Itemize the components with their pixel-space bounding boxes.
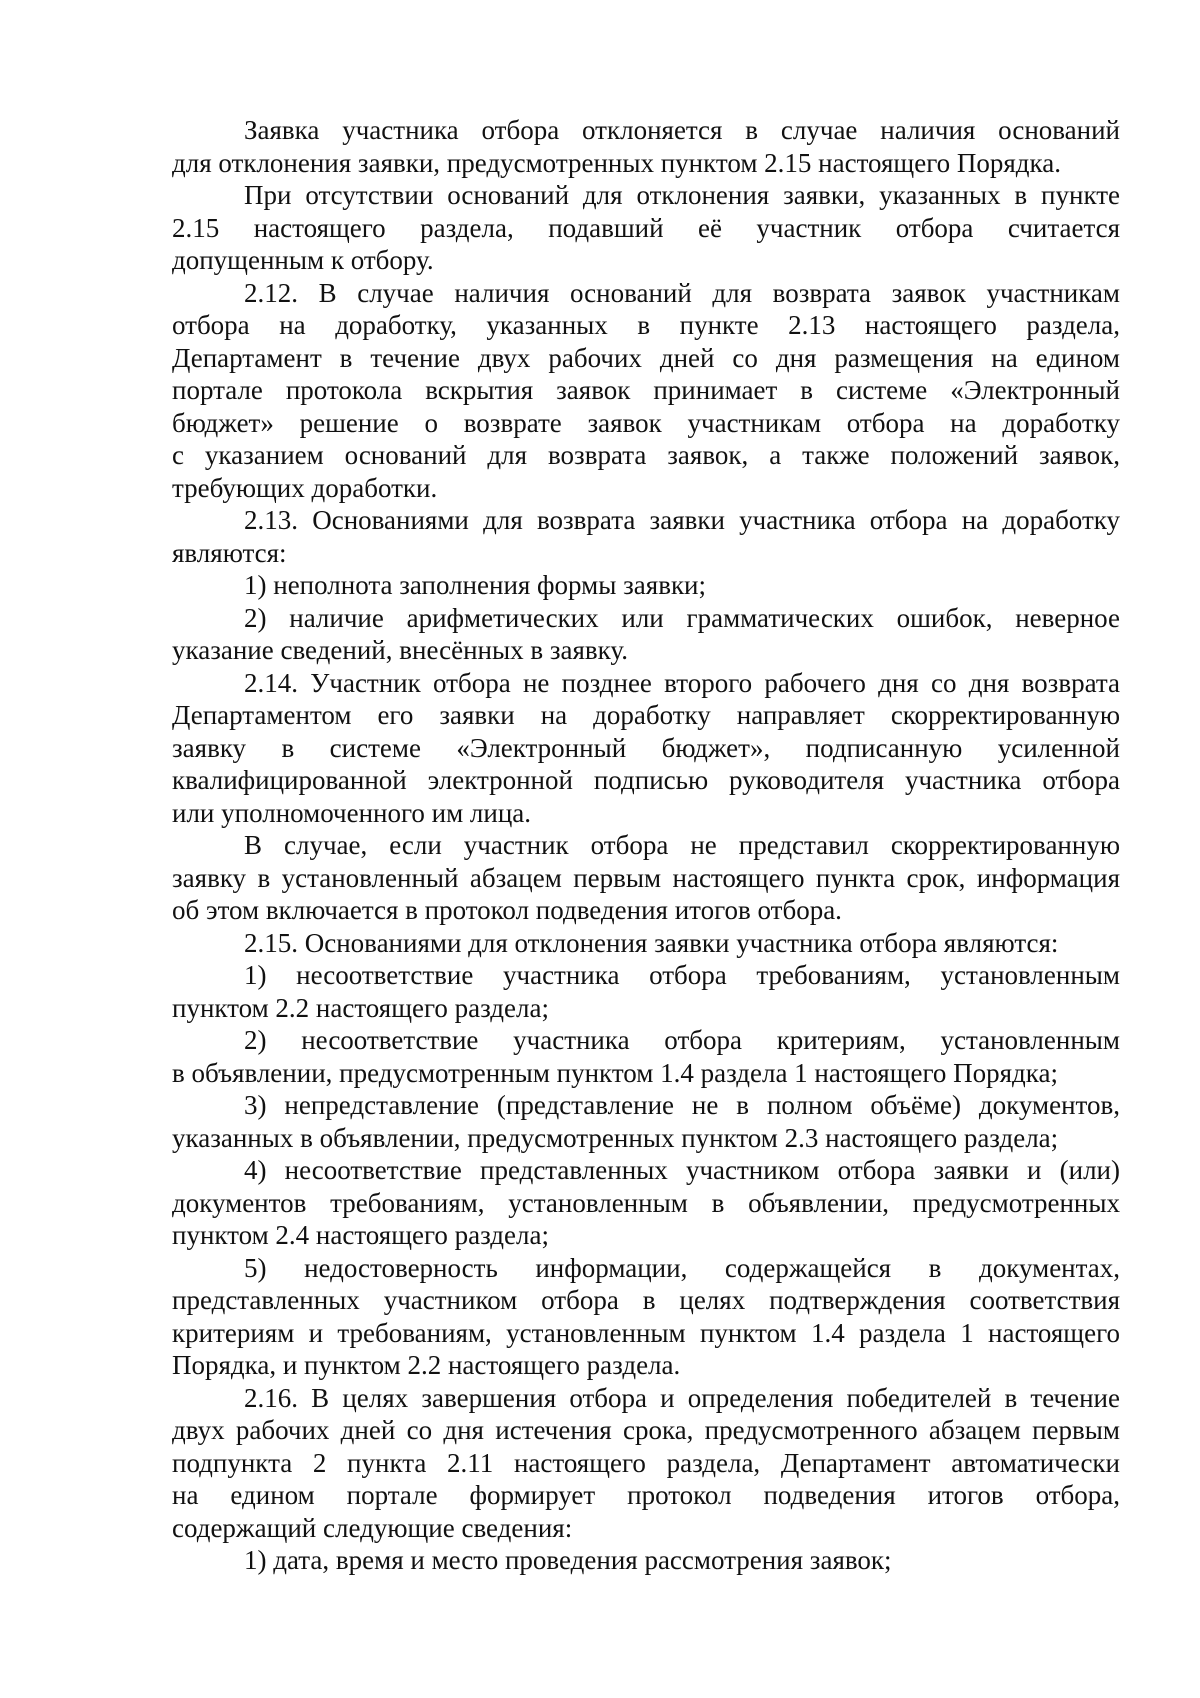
text-line: заявку в системе «Электронный бюджет», подписанную усиленной (172, 732, 1120, 763)
text-line: портале протокола вскрытия заявок принимает в системе «Электронный (172, 375, 1120, 405)
text-line: В случае, если участник отбора не представил скорректированную (244, 830, 1120, 860)
text-line: 2.15. Основаниями для отклонения заявки участника отбора являются: (244, 927, 1059, 958)
paragraph (172, 602, 1120, 667)
text-line: указание сведений, внесённых в заявку. (172, 635, 628, 665)
text-line: документов требованиям, установленным в объявлении, предусмотренных (172, 1187, 1120, 1218)
text-line: 5) недостоверность информации, содержащейся в документах, (244, 1252, 1120, 1283)
text-line: или уполномоченного им лица. (172, 797, 532, 828)
text-line: двух рабочих дней со дня истечения срока, предусмотренного абзацем первым (172, 1415, 1120, 1445)
text-line: 2.14. Участник отбора не позднее второго рабочего дня со дня возврата (244, 667, 1120, 698)
text-line: подпункта 2 пункта 2.11 настоящего раздела, Департамент автоматически (172, 1447, 1120, 1478)
paragraph (172, 1089, 1120, 1154)
text-line: 2) несоответствие участника отбора критериям, установленным (244, 1025, 1120, 1055)
text-line: Департаментом его заявки на доработку направляет скорректированную (172, 700, 1120, 730)
text-line: бюджет» решение о возврате заявок участникам отбора на доработку (172, 407, 1120, 438)
text-line: 1) несоответствие участника отбора требованиям, установленным (244, 960, 1120, 990)
text-line: требующих доработки. (172, 472, 438, 503)
text-line: квалифицированной электронной подписью руководителя участника отбора (172, 765, 1120, 795)
text-line: допущенным к отбору. (172, 245, 434, 275)
paragraph (172, 1252, 1120, 1382)
text-line: 2) наличие арифметических или грамматических ошибок, неверное (244, 602, 1120, 633)
text-line: об этом включается в протокол подведения итогов отбора. (172, 895, 842, 925)
paragraph (172, 569, 1120, 602)
text-line: Заявка участника отбора отклоняется в случае наличия оснований (244, 115, 1120, 145)
text-line: 2.15 настоящего раздела, подавший её участник отбора считается (172, 212, 1120, 243)
text-line: 1) дата, время и место проведения рассмотрения заявок; (244, 1545, 892, 1575)
paragraph (172, 179, 1120, 277)
text-line: с указанием оснований для возврата заявок, а также положений заявок, (172, 440, 1120, 470)
paragraph (172, 114, 1120, 179)
text-line: для отклонения заявки, предусмотренных пунктом 2.15 настоящего Порядка. (172, 147, 1061, 178)
paragraph (172, 1154, 1120, 1252)
text-line: на едином портале формирует протокол подведения итогов отбора, (172, 1480, 1120, 1510)
text-line: 2.12. В случае наличия оснований для возврата заявок участникам (244, 277, 1120, 308)
text-line: содержащий следующие сведения: (172, 1512, 573, 1543)
text-line: 2.13. Основаниями для возврата заявки участника отбора на доработку (244, 505, 1120, 535)
text-line: пунктом 2.4 настоящего раздела; (172, 1220, 549, 1250)
text-line: При отсутствии оснований для отклонения заявки, указанных в пункте (244, 180, 1120, 210)
text-line: 2.16. В целях завершения отбора и определения победителей в течение (244, 1382, 1120, 1413)
text-line: указанных в объявлении, предусмотренных пунктом 2.3 настоящего раздела; (172, 1122, 1059, 1153)
paragraph (172, 927, 1120, 960)
text-line: Порядка, и пунктом 2.2 настоящего раздела. (172, 1350, 681, 1380)
paragraph (172, 1382, 1120, 1545)
paragraph (172, 667, 1120, 830)
text-line: 1) неполнота заполнения формы заявки; (244, 570, 707, 600)
paragraph (172, 277, 1120, 505)
text-line: отбора на доработку, указанных в пункте 2.13 настоящего раздела, (172, 310, 1120, 340)
paragraph (172, 1024, 1120, 1089)
text-line: 3) непредставление (представление не в полном объёме) документов, (244, 1090, 1120, 1120)
paragraph (172, 504, 1120, 569)
text-line: заявку в установленный абзацем первым настоящего пункта срок, информация (172, 862, 1120, 893)
text-line: Департамент в течение двух рабочих дней со дня размещения на едином (172, 342, 1120, 373)
text-line: 4) несоответствие представленных участником отбора заявки и (или) (244, 1155, 1120, 1185)
text-line: пунктом 2.2 настоящего раздела; (172, 992, 549, 1023)
paragraph (172, 829, 1120, 927)
text-line: в объявлении, предусмотренным пунктом 1.4 раздела 1 настоящего Порядка; (172, 1057, 1058, 1088)
text-line: критериям и требованиям, установленным пунктом 1.4 раздела 1 настоящего (172, 1317, 1120, 1348)
text-line: являются: (172, 537, 287, 568)
document-body (172, 114, 1120, 1577)
paragraph (172, 1544, 1120, 1577)
paragraph (172, 959, 1120, 1024)
text-line: представленных участником отбора в целях подтверждения соответствия (172, 1285, 1120, 1315)
